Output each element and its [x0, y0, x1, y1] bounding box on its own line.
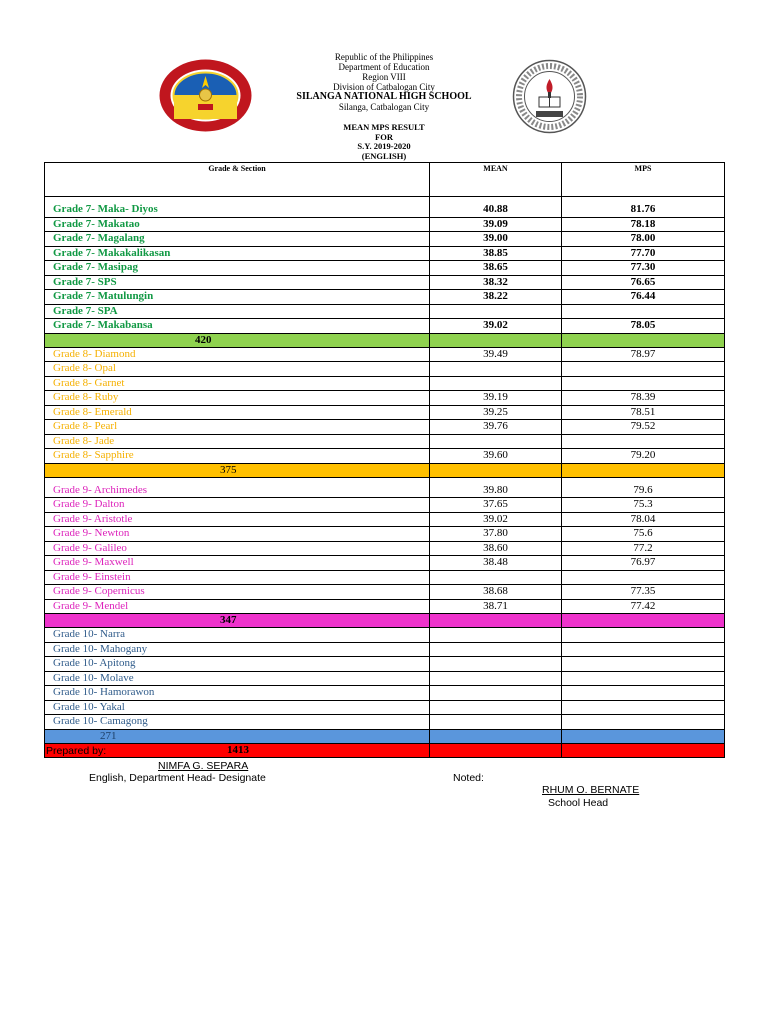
table-row — [45, 362, 725, 377]
mean-cell: 39.02 — [430, 319, 562, 334]
table-row — [45, 304, 725, 319]
mean-cell: 39.60 — [430, 449, 562, 464]
mps-cell: 78.00 — [562, 232, 725, 247]
section-cell: Grade 9- Newton — [45, 527, 430, 542]
table-row — [45, 405, 725, 420]
mps-cell: 76.65 — [562, 275, 725, 290]
noted-label: Noted: — [453, 772, 484, 784]
mean-cell — [430, 362, 562, 377]
mps-cell: 76.44 — [562, 290, 725, 305]
section-cell: Grade 7- Makabansa — [45, 319, 430, 334]
table-row — [45, 512, 725, 527]
title-line2: FOR — [375, 131, 393, 142]
table-row — [45, 319, 725, 334]
table-header-row — [45, 163, 725, 197]
prepared-by-label: Prepared by: — [46, 745, 107, 757]
table-row — [45, 585, 725, 600]
mean-cell — [430, 700, 562, 715]
section-cell: Grade 8- Garnet — [45, 376, 430, 391]
table-row — [45, 498, 725, 513]
table-row — [45, 246, 725, 261]
table-row — [45, 232, 725, 247]
mps-cell: 78.51 — [562, 405, 725, 420]
section-cell: Grade 10- Narra — [45, 628, 430, 643]
mean-cell: 38.85 — [430, 246, 562, 261]
header-republic: Republic of the Philippines — [334, 52, 434, 62]
subtotal-value: 271 — [45, 729, 430, 743]
table-row — [45, 715, 725, 730]
mean-cell — [430, 376, 562, 391]
subtotal-value: 420 — [45, 333, 430, 347]
title-line1: MEAN MPS RESULT — [343, 122, 425, 132]
mean-cell: 38.48 — [430, 556, 562, 571]
subtotal-mps-cell — [562, 463, 725, 477]
section-cell: Grade 10- Apitong — [45, 657, 430, 672]
mps-cell — [562, 362, 725, 377]
section-cell: Grade 8- Sapphire — [45, 449, 430, 464]
section-cell: Grade 8- Pearl — [45, 420, 430, 435]
mean-cell: 39.25 — [430, 405, 562, 420]
table-row — [45, 527, 725, 542]
mean-cell: 38.22 — [430, 290, 562, 305]
table-row — [45, 657, 725, 672]
table-row — [45, 700, 725, 715]
section-cell: Grade 8- Opal — [45, 362, 430, 377]
mps-cell — [562, 570, 725, 585]
report-title — [0, 123, 768, 161]
mps-cell — [562, 434, 725, 449]
mean-cell — [430, 570, 562, 585]
mps-cell: 77.2 — [562, 541, 725, 556]
section-cell: Grade 9- Einstein — [45, 570, 430, 585]
mps-cell: 77.70 — [562, 246, 725, 261]
mean-cell: 39.19 — [430, 391, 562, 406]
table-row — [45, 477, 725, 498]
mean-cell: 38.65 — [430, 261, 562, 276]
mean-cell — [430, 657, 562, 672]
mps-cell — [562, 628, 725, 643]
mean-cell — [430, 628, 562, 643]
grand-total-row — [45, 743, 725, 757]
mean-cell: 38.71 — [430, 599, 562, 614]
table-row — [45, 556, 725, 571]
mean-cell — [430, 686, 562, 701]
section-cell: Grade 9- Copernicus — [45, 585, 430, 600]
section-cell: Grade 8- Jade — [45, 434, 430, 449]
table-row — [45, 449, 725, 464]
mean-cell: 38.68 — [430, 585, 562, 600]
header-department: Department of Education — [338, 62, 430, 72]
section-cell: Grade 10- Yakal — [45, 700, 430, 715]
subtotal-mean-cell — [430, 463, 562, 477]
mean-cell: 39.00 — [430, 232, 562, 247]
mean-cell: 40.88 — [430, 197, 562, 218]
mps-cell — [562, 376, 725, 391]
section-cell: Grade 10- Hamorawon — [45, 686, 430, 701]
subtotal-mean-cell — [430, 333, 562, 347]
section-cell: Grade 10- Molave — [45, 671, 430, 686]
subtotal-value: 375 — [45, 463, 430, 477]
section-cell: Grade 7- Makakalikasan — [45, 246, 430, 261]
subtotal-mean-cell — [430, 614, 562, 628]
table-row — [45, 628, 725, 643]
preparer-title: English, Department Head- Designate — [89, 772, 266, 784]
section-cell: Grade 7- SPA — [45, 304, 430, 319]
subtotal-row — [45, 729, 725, 743]
noter-title: School Head — [548, 797, 609, 809]
mps-cell — [562, 657, 725, 672]
mps-cell: 79.20 — [562, 449, 725, 464]
mean-cell: 38.32 — [430, 275, 562, 290]
column-header-grade-section: Grade & Section — [45, 163, 430, 197]
mean-cell: 37.65 — [430, 498, 562, 513]
mps-cell: 78.39 — [562, 391, 725, 406]
section-cell: Grade 7- SPS — [45, 275, 430, 290]
subtotal-mps-cell — [562, 729, 725, 743]
section-cell: Grade 7- Makatao — [45, 217, 430, 232]
mps-cell: 78.97 — [562, 347, 725, 362]
mps-cell: 77.42 — [562, 599, 725, 614]
mps-cell — [562, 642, 725, 657]
grand-total-mps-cell — [562, 743, 725, 757]
table-row — [45, 541, 725, 556]
mps-cell: 75.3 — [562, 498, 725, 513]
section-cell: Grade 9- Aristotle — [45, 512, 430, 527]
table-row — [45, 599, 725, 614]
mean-cell: 38.60 — [430, 541, 562, 556]
section-cell: Grade 9- Mendel — [45, 599, 430, 614]
table-row — [45, 671, 725, 686]
section-cell: Grade 7- Masipag — [45, 261, 430, 276]
section-cell: Grade 9- Maxwell — [45, 556, 430, 571]
subtotal-mps-cell — [562, 333, 725, 347]
mean-cell: 39.49 — [430, 347, 562, 362]
section-cell: Grade 9- Dalton — [45, 498, 430, 513]
mps-cell: 79.52 — [562, 420, 725, 435]
subtotal-mean-cell — [430, 729, 562, 743]
preparer-name: NIMFA G. SEPARA — [158, 760, 249, 772]
mps-cell: 78.05 — [562, 319, 725, 334]
section-cell: Grade 9- Archimedes — [45, 477, 430, 498]
mean-cell — [430, 642, 562, 657]
section-cell: Grade 10- Mahogany — [45, 642, 430, 657]
table-row — [45, 217, 725, 232]
mean-cell — [430, 671, 562, 686]
column-header-mean: MEAN — [430, 163, 562, 197]
subtotal-row — [45, 333, 725, 347]
mps-cell: 78.04 — [562, 512, 725, 527]
mean-cell: 39.76 — [430, 420, 562, 435]
grand-total-mean-cell — [430, 743, 562, 757]
table-row — [45, 197, 725, 218]
header-division: Division of Catbalogan City — [333, 82, 435, 92]
table-row — [45, 642, 725, 657]
table-row — [45, 376, 725, 391]
header-region: Region VIII — [362, 72, 406, 82]
table-row — [45, 570, 725, 585]
section-cell: Grade 8- Emerald — [45, 405, 430, 420]
title-line4: (ENGLISH) — [361, 150, 407, 161]
subtotal-mps-cell — [562, 614, 725, 628]
section-cell: Grade 9- Galileo — [45, 541, 430, 556]
mps-cell: 77.30 — [562, 261, 725, 276]
section-cell: Grade 8- Diamond — [45, 347, 430, 362]
mps-cell: 75.6 — [562, 527, 725, 542]
column-header-mps: MPS — [562, 163, 725, 197]
section-cell: Grade 7- Magalang — [45, 232, 430, 247]
mps-cell — [562, 671, 725, 686]
mps-cell: 81.76 — [562, 197, 725, 218]
table-row — [45, 686, 725, 701]
table-row — [45, 290, 725, 305]
subtotal-value: 347 — [45, 614, 430, 628]
mps-cell — [562, 686, 725, 701]
subtotal-row — [45, 614, 725, 628]
mps-cell: 77.35 — [562, 585, 725, 600]
document-header — [0, 52, 768, 112]
mps-results-table — [44, 162, 725, 758]
mps-cell — [562, 304, 725, 319]
subtotal-row — [45, 463, 725, 477]
mean-cell — [430, 715, 562, 730]
table-row — [45, 347, 725, 362]
mps-cell — [562, 700, 725, 715]
noter-name: RHUM O. BERNATE — [542, 784, 640, 796]
mean-cell — [430, 434, 562, 449]
mean-cell: 39.09 — [430, 217, 562, 232]
mean-cell: 39.80 — [430, 477, 562, 498]
mps-cell: 78.18 — [562, 217, 725, 232]
section-cell: Grade 7- Maka- Diyos — [45, 197, 430, 218]
table-row — [45, 261, 725, 276]
section-cell: Grade 10- Camagong — [45, 715, 430, 730]
header-school-name: SILANGA NATIONAL HIGH SCHOOL — [296, 91, 472, 102]
table-row — [45, 391, 725, 406]
mean-cell: 37.80 — [430, 527, 562, 542]
table-row — [45, 275, 725, 290]
table-row — [45, 420, 725, 435]
mean-cell — [430, 304, 562, 319]
header-address: Silanga, Catbalogan City — [338, 102, 430, 112]
section-cell: Grade 7- Matulungin — [45, 290, 430, 305]
table-row — [45, 434, 725, 449]
section-cell: Grade 8- Ruby — [45, 391, 430, 406]
title-line3: S.Y. 2019-2020 — [357, 141, 411, 151]
mean-cell: 39.02 — [430, 512, 562, 527]
grand-total-value: 1413 — [45, 743, 430, 757]
mps-cell: 76.97 — [562, 556, 725, 571]
mps-cell — [562, 715, 725, 730]
mps-cell: 79.6 — [562, 477, 725, 498]
